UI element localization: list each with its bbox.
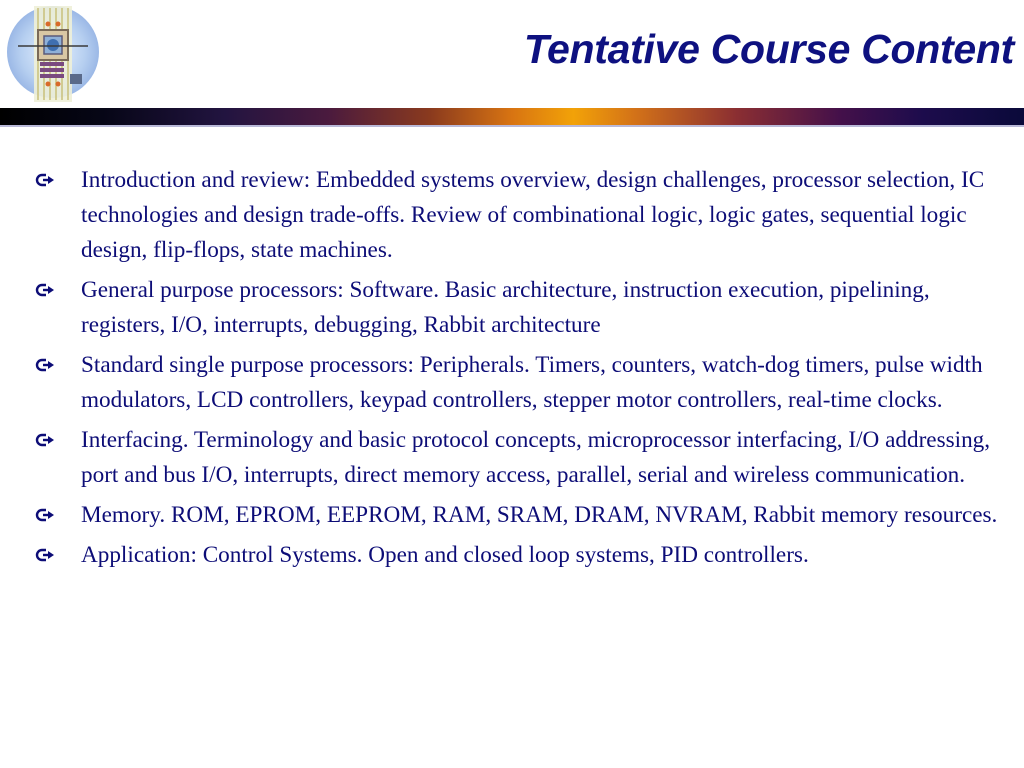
slide-title: Tentative Course Content [523,26,1014,72]
list-item [33,423,1018,493]
course-content-list [33,163,1018,578]
list-item-text: General purpose processors: Software. Basic architecture, instruction execution, pipelining, registers, I/O, interrupts, debugging, Rabbit architecture [81,277,930,338]
list-item-text: Memory. ROM, EPROM, EEPROM, RAM, SRAM, DRAM, NVRAM, Rabbit memory resources. [81,502,998,528]
curved-right-arrow-icon [33,546,55,564]
curved-right-arrow-icon [33,506,55,524]
list-item-text: Standard single purpose processors: Peripherals. Timers, counters, watch-dog timers, pulse width modulators, LCD controllers, keypad controllers, stepper motor controllers, real-time clocks. [81,352,983,413]
circuit-globe-logo [4,4,102,104]
list-item [33,538,1018,573]
list-item [33,498,1018,533]
curved-right-arrow-icon [33,356,55,374]
list-item-text: Application: Control Systems. Open and closed loop systems, PID controllers. [81,542,809,568]
title-divider-bar [0,108,1024,125]
curved-right-arrow-icon [33,171,55,189]
list-item-text: Introduction and review: Embedded systems overview, design challenges, processor selection, IC technologies and design trade-offs. Review of combinational logic, logic gates, sequential logic design, flip-flops, state machines. [81,167,985,263]
list-item [33,348,1018,418]
curved-right-arrow-icon [33,281,55,299]
list-item [33,163,1018,268]
list-item [33,273,1018,343]
curved-right-arrow-icon [33,431,55,449]
list-item-text: Interfacing. Terminology and basic protocol concepts, microprocessor interfacing, I/O addressing, port and bus I/O, interrupts, direct memory access, parallel, serial and wireless communication. [81,427,991,488]
